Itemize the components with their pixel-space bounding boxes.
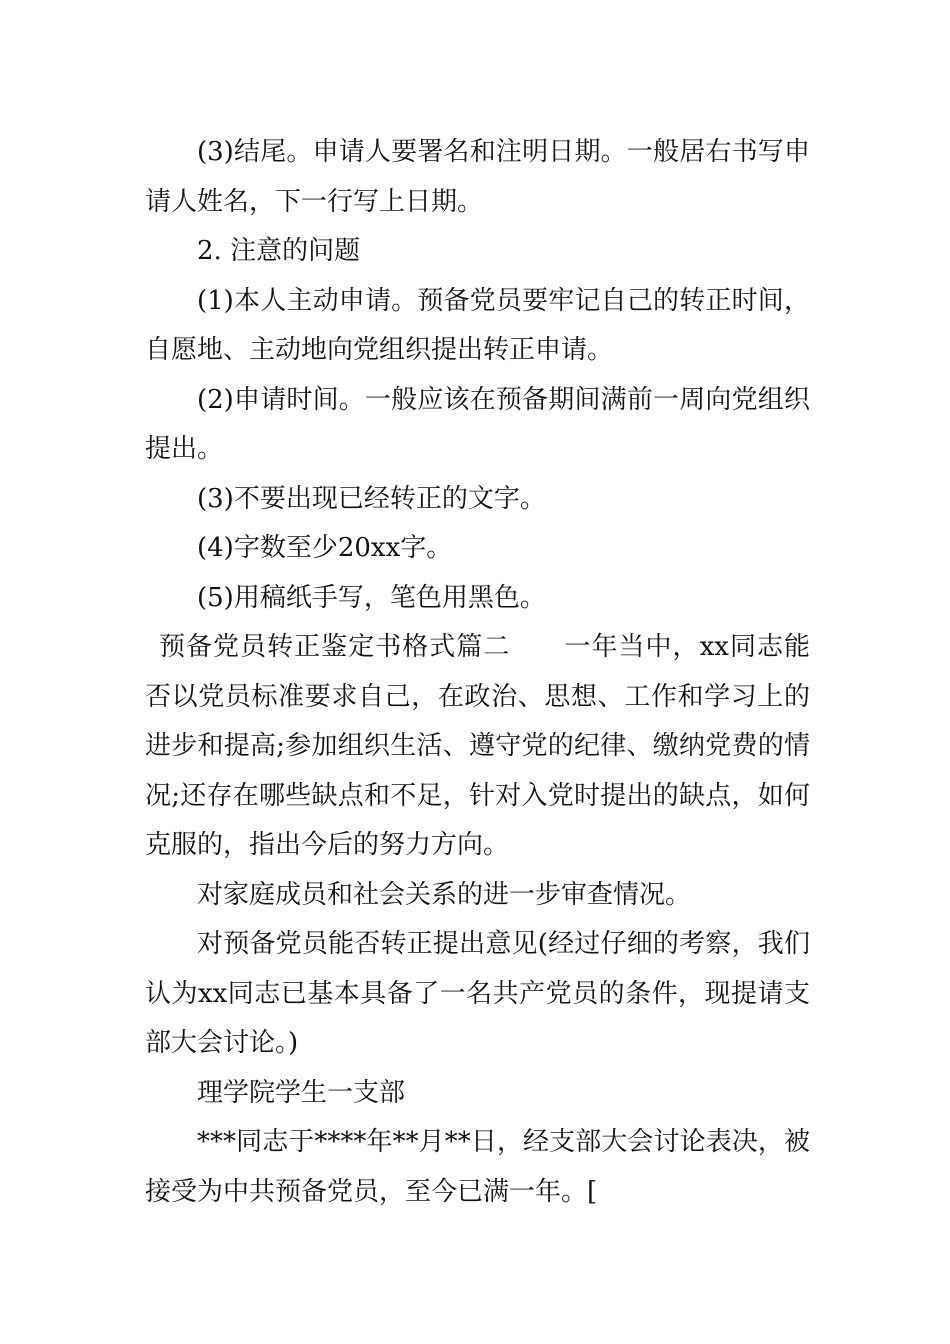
paragraph-note-4: (4)字数至少20xx字。 (197, 533, 453, 563)
paragraph-part-two: 预备党员转正鉴定书格式篇二 一年当中，xx同志能否以党员标准要求自己，在政治、思想、工作和学习上的进步和提高;参加组织生活、遵守党的纪律、缴纳党费的情况;还存在哪些缺点和不足，针对入党时提出的缺点，如何克服的，指出今后的努力方向。 (145, 632, 810, 860)
paragraph-closing-format: (3)结尾。申请人要署名和注明日期。一般居右书写申请人姓名，下一行写上日期。 (145, 137, 810, 217)
paragraph-note-3: (3)不要出现已经转正的文字。 (197, 483, 546, 514)
document-body (145, 128, 810, 1217)
paragraph-branch-name: 理学院学生一支部 (197, 1077, 406, 1108)
section-heading-notes: 2. 注意的问题 (197, 236, 361, 266)
paragraph-note-1: (1)本人主动申请。预备党员要牢记自己的转正时间，自愿地、主动地向党组织提出转正申请。 (145, 285, 810, 365)
paragraph-note-2: (2)申请时间。一般应该在预备期间满前一周向党组织提出。 (145, 384, 810, 464)
paragraph-note-5: (5)用稿纸手写，笔色用黑色。 (197, 582, 546, 613)
paragraph-opinion: 对预备党员能否转正提出意见(经过仔细的考察，我们认为xx同志已基本具备了一名共产党员的条件，现提请支部大会讨论。) (145, 929, 810, 1058)
paragraph-acceptance: ***同志于****年**月**日，经支部大会讨论表决，被接受为中共预备党员，至今已满一年。[ (145, 1127, 810, 1207)
paragraph-family-review: 对家庭成员和社会关系的进一步审查情况。 (197, 879, 692, 910)
